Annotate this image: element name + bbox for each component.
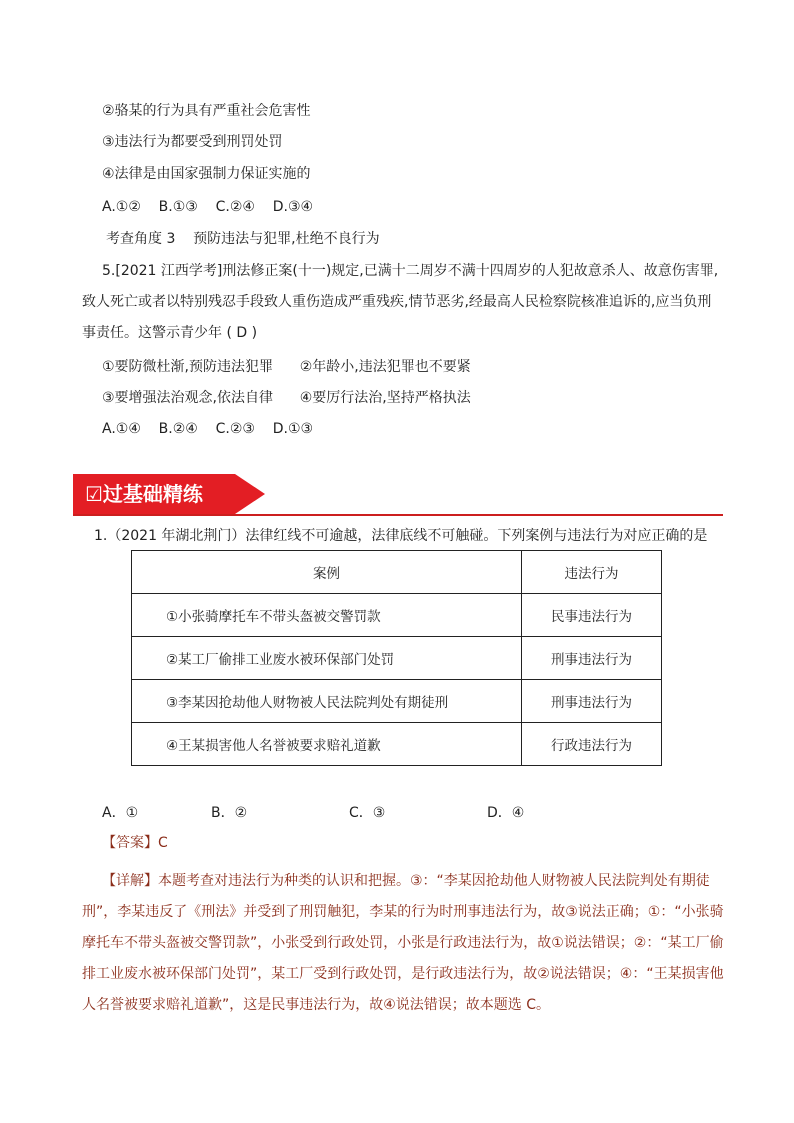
option-2: ②骆某的行为具有严重社会危害性 bbox=[102, 103, 311, 119]
question-1-text: 1.（2021 年湖北荆门）法律红线不可逾越，法律底线不可触碰。下列案例与违法行为对应正确的是 bbox=[94, 528, 708, 544]
q5-options-row1: ①要防微杜渐,预防违法犯罪 ②年龄小,违法犯罪也不要紧 bbox=[102, 359, 471, 375]
table-row bbox=[132, 723, 662, 766]
violation-cell: 行政违法行为 bbox=[522, 723, 662, 766]
question-5-text: 5.[2021 江西学考]刑法修正案(十一)规定,已满十二周岁不满十四周岁的人犯故意杀人、故意伤害罪,致人死亡或者以特别残忍手段致人重伤造成严重残疾,情节恶劣,经最高人民检察院核准追诉的,应当负刑事责任。这警示青少年 ( D ) bbox=[82, 263, 719, 341]
choices-prev: A.①② B.①③ C.②④ D.③④ bbox=[102, 199, 314, 215]
option-3: ③违法行为都要受到刑罚处罚 bbox=[102, 134, 283, 150]
case-cell: ④王某损害他人名誉被要求赔礼道歉 bbox=[132, 723, 522, 766]
section-heading: 考查角度 3 预防违法与犯罪,杜绝不良行为 bbox=[106, 231, 380, 247]
banner-underline bbox=[73, 514, 723, 516]
cases-table bbox=[131, 550, 662, 766]
case-cell: ②某工厂偷排工业废水被环保部门处罚 bbox=[132, 637, 522, 680]
analysis-text: 【详解】本题考查对违法行为种类的认识和把握。③：“李某因抢劫他人财物被人民法院判处有期徒刑”，李某违反了《刑法》并受到了刑罚触犯，李某的行为时刑事违法行为，故③说法正确；①：“小张骑摩托车不带头盔被交警罚款”，小张受到行政处罚，小张是行政违法行为，故①说法错误；②：“某工厂偷排工业废水被环保部门处罚”，某工厂受到行政处罚，是行政违法行为，故②说法错误；④：“王某损害他人名誉被要求赔礼道歉”，这是民事违法行为，故④说法错误；故本题选 C。 bbox=[82, 873, 724, 1013]
option-4: ④法律是由国家强制力保证实施的 bbox=[102, 166, 311, 182]
choice-b: B．② bbox=[211, 805, 248, 821]
table-row bbox=[132, 637, 662, 680]
header-violation: 违法行为 bbox=[522, 551, 662, 594]
violation-cell: 刑事违法行为 bbox=[522, 680, 662, 723]
case-cell: ③李某因抢劫他人财物被人民法院判处有期徒刑 bbox=[132, 680, 522, 723]
table-row bbox=[132, 594, 662, 637]
violation-cell: 刑事违法行为 bbox=[522, 637, 662, 680]
banner-title: ☑过基础精练 bbox=[85, 482, 203, 506]
table-row bbox=[132, 680, 662, 723]
table-header-row bbox=[132, 551, 662, 594]
violation-cell: 民事违法行为 bbox=[522, 594, 662, 637]
answer-label: 【答案】C bbox=[102, 835, 168, 851]
q5-choices: A.①④ B.②④ C.②③ D.①③ bbox=[102, 421, 314, 437]
section-banner bbox=[73, 472, 273, 516]
header-case: 案例 bbox=[132, 551, 522, 594]
q5-options-row2: ③要增强法治观念,依法自律 ④要厉行法治,坚持严格执法 bbox=[102, 390, 471, 406]
choice-d: D．④ bbox=[487, 805, 525, 821]
case-cell: ①小张骑摩托车不带头盔被交警罚款 bbox=[132, 594, 522, 637]
choice-a: A．① bbox=[102, 805, 139, 821]
choice-c: C．③ bbox=[349, 805, 386, 821]
